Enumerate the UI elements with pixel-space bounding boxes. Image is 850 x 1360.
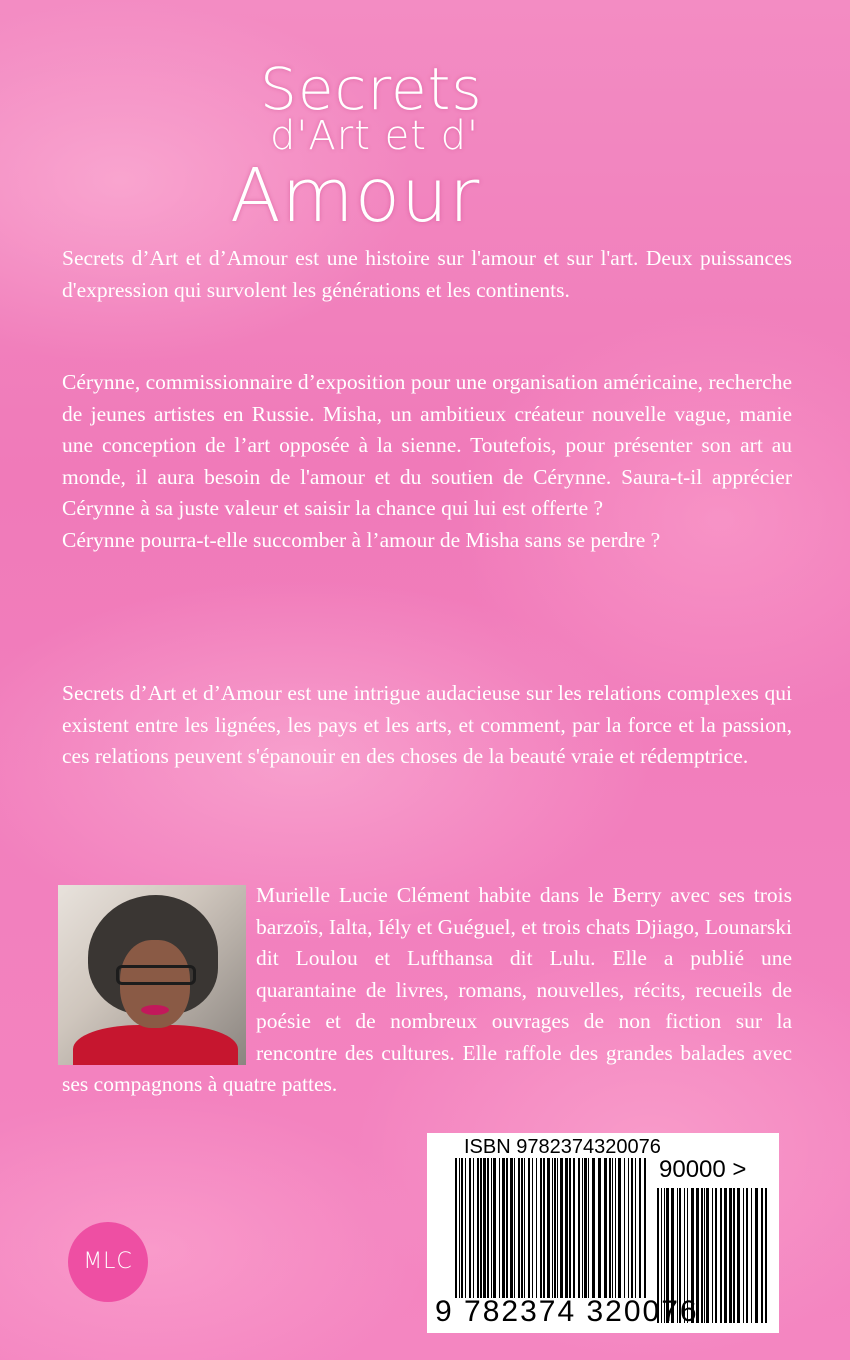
barcode-bar — [518, 1158, 520, 1298]
barcode-bar — [609, 1158, 611, 1298]
barcode-bar — [493, 1158, 496, 1298]
barcode-bar — [631, 1158, 633, 1298]
barcode-bar — [560, 1158, 563, 1298]
barcode-bar — [612, 1158, 613, 1298]
barcode-bar — [547, 1158, 550, 1298]
barcode-bar — [480, 1158, 482, 1298]
barcode-bar — [592, 1158, 595, 1298]
barcode-bar — [582, 1158, 583, 1298]
barcode-bar — [502, 1158, 505, 1298]
author-photo — [58, 885, 246, 1065]
barcode-bar — [604, 1158, 607, 1298]
barcode-bar — [765, 1188, 767, 1323]
barcode-bar — [461, 1158, 463, 1298]
barcode-bar — [483, 1158, 486, 1298]
barcode-bar — [524, 1158, 525, 1298]
barcode-bar — [552, 1158, 553, 1298]
barcode-bar — [465, 1158, 466, 1298]
barcode-bar — [510, 1158, 513, 1298]
barcode-bar — [624, 1158, 625, 1298]
author-bio — [62, 880, 792, 1101]
barcode-bar — [499, 1158, 500, 1298]
barcode-bar — [514, 1158, 515, 1298]
barcode-bar — [455, 1158, 457, 1298]
barcode-bar — [729, 1188, 732, 1323]
synopsis-closing: Secrets d’Art et d’Amour est une intrigue audacieuse sur les relations complexes qui existent entre les lignées, les pays et les arts, et comment, par la force et la passion, ces relations peuvent s'épanouir en des choses de la beauté vraie et rédemptrice. — [62, 681, 792, 768]
book-title — [230, 55, 630, 239]
barcode-bar — [743, 1188, 744, 1323]
barcode-bar — [701, 1188, 703, 1323]
barcode-bar — [644, 1158, 646, 1298]
barcode-bar — [573, 1158, 575, 1298]
barcode-bar — [755, 1188, 758, 1323]
synopsis-plot — [62, 367, 792, 556]
barcode-bar — [706, 1188, 709, 1323]
publisher-logo: MLC — [68, 1222, 148, 1302]
barcode-bar — [469, 1158, 471, 1298]
barcode-bar — [473, 1158, 474, 1298]
barcode-bar — [528, 1158, 530, 1298]
barcode-bar — [532, 1158, 533, 1298]
barcode-bar — [628, 1158, 629, 1298]
barcode-bar — [477, 1158, 479, 1298]
barcode-bar — [554, 1158, 556, 1298]
barcode-bar — [565, 1158, 568, 1298]
barcode-bar — [724, 1188, 727, 1323]
isbn-barcode — [427, 1133, 779, 1333]
synopsis-intro: Secrets d’Art et d’Amour est une histoire sur l'amour et sur l'art. Deux puissances d'expression qui survolent les générations et les continents. — [62, 246, 792, 302]
title-line-1: Secrets — [260, 55, 483, 123]
barcode-bar — [761, 1188, 763, 1323]
isbn-label: ISBN 9782374320076 — [464, 1136, 661, 1158]
barcode-bars — [455, 1158, 651, 1298]
barcode-bar — [751, 1188, 752, 1323]
barcode-bar — [588, 1158, 589, 1298]
author-bio-text: Murielle Lucie Clément habite dans le Berry avec ses trois barzoïs, Ialta, Iély et Guéguel, et trois chats Djiago, Lounarski dit Loulou et Lufthansa dit Lulu. Elle a publié une quarantaine de livres, romans, nouvelles, récits, recueils de poésie et de nombreux ouvrages de non fiction sur la rencontre des cultures. Elle raffole des grandes balades avec ses compagnons à quatre pattes. — [62, 883, 792, 1096]
barcode-bar — [487, 1158, 489, 1298]
synopsis-plot-question: Cérynne pourra-t-elle succomber à l’amour de Misha sans se perdre ? — [62, 527, 661, 552]
barcode-bar — [635, 1158, 636, 1298]
price-code: 90000 > — [659, 1156, 747, 1183]
title-line-3: Amour — [230, 153, 481, 239]
barcode-bar — [715, 1188, 717, 1323]
barcode-bar — [491, 1158, 492, 1298]
barcode-bar — [557, 1158, 558, 1298]
barcode-bar — [584, 1158, 587, 1298]
barcode-bar — [540, 1158, 542, 1298]
barcode-bar — [704, 1188, 705, 1323]
barcode-bar — [639, 1158, 641, 1298]
barcode-bar — [521, 1158, 523, 1298]
title-line-2: d'Art et d' — [270, 113, 479, 159]
barcode-bar — [543, 1158, 545, 1298]
barcode-bar — [506, 1158, 508, 1298]
barcode-bar — [737, 1188, 740, 1323]
barcode-bar — [459, 1158, 460, 1298]
barcode-bar — [746, 1188, 748, 1323]
synopsis-plot-main: Cérynne, commissionnaire d’exposition pour une organisation américaine, recherche de jeunes artistes en Russie. Misha, un ambitieux créateur nouvelle vague, manie une conception de l’art opposée à la sienne. Toutefois, pour présenter son art au monde, il aura besoin de l'amour et du soutien de Cérynne. Saura-t-il apprécier Cérynne à sa juste valeur et saisir la chance qui lui est offerte ? — [62, 370, 792, 520]
barcode-bar — [578, 1158, 580, 1298]
barcode-digits: 9 782374 320076 — [435, 1295, 699, 1328]
barcode-bar — [733, 1188, 735, 1323]
barcode-bar — [712, 1188, 713, 1323]
barcode-bar — [618, 1158, 621, 1298]
barcode-bar — [569, 1158, 571, 1298]
barcode-bar — [536, 1158, 537, 1298]
barcode-bar — [615, 1158, 616, 1298]
barcode-bar — [598, 1158, 601, 1298]
barcode-bar — [720, 1188, 722, 1323]
